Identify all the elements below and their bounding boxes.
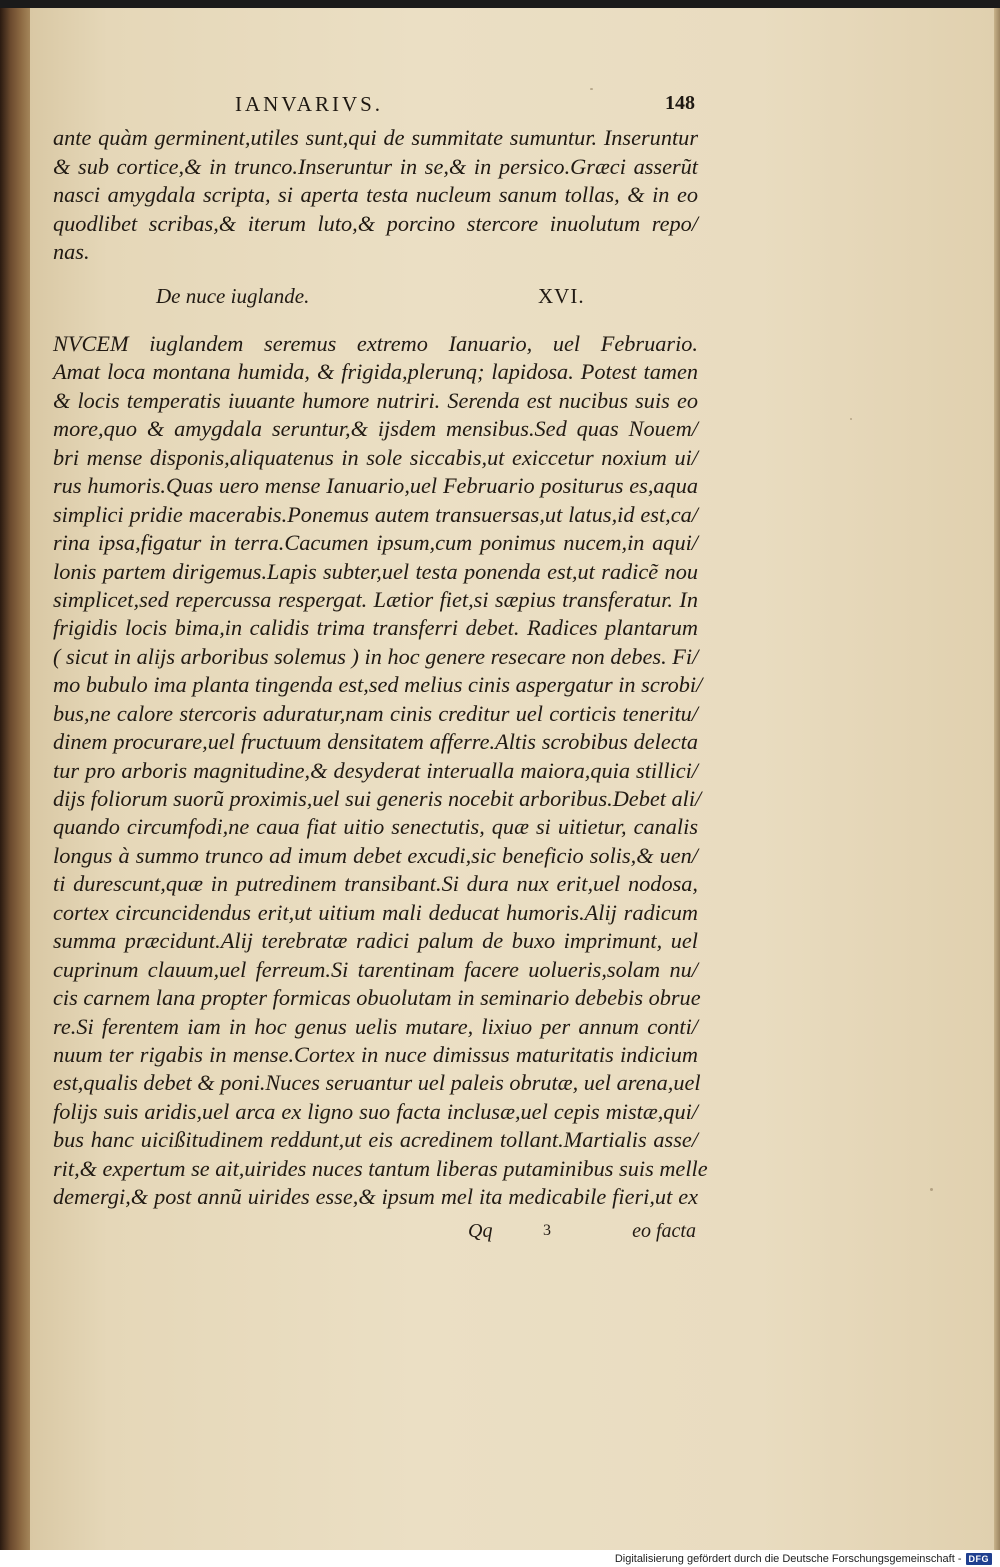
top-border — [0, 0, 1000, 8]
text-line: bri mense disponis,aliquatenus in sole siccabis,ut exiccetur noxium ui/ — [53, 444, 698, 470]
text-line: simplici pridie macerabis.Ponemus autem transuersas,ut latus,id est,ca/ — [53, 501, 698, 527]
text-line: simplicet,sed repercussa respergat. Lætior fiet,si sæpius transferatur. In — [53, 586, 698, 612]
text-line: demergi,& post annũ uirides esse,& ipsum mel ita medicabile fieri,ut ex — [53, 1184, 698, 1210]
running-head: IANVARIVS. — [235, 92, 384, 116]
text-line: nuum ter rigabis in mense.Cortex in nuce dimissus maturitatis indicium — [53, 1041, 698, 1067]
text-line: bus,ne calore stercoris aduratur,nam cinis creditur uel corticis teneritu/ — [53, 700, 698, 726]
section-title: De nuce iuglande. — [156, 284, 310, 308]
text-line: cis carnem lana propter formicas obuolutam in seminario debebis obrue — [53, 985, 701, 1011]
funding-notice — [615, 1552, 992, 1566]
text-line: mo bubulo ima planta tingenda est,sed melius cinis aspergatur in scrobi/ — [53, 672, 703, 698]
dfg-logo-icon: DFG — [966, 1553, 993, 1565]
text-line: & sub cortice,& in trunco.Inseruntur in se,& in persico.Græci asserũt — [53, 153, 698, 179]
text-line: Amat loca montana humida, & frigida,plerunq; lapidosa. Potest tamen — [53, 359, 698, 385]
page-number: 148 — [665, 92, 695, 114]
funding-notice-text: Digitalisierung gefördert durch die Deutsche Forschungsgemeinschaft - — [614, 1553, 962, 1565]
paper-speck — [930, 1188, 933, 1191]
book-binding — [0, 8, 30, 1550]
text-line: rus humoris.Quas uero mense Ianuario,uel Februario positurus es,aqua — [53, 473, 698, 499]
signature-mark: Qq — [468, 1220, 493, 1242]
section-number: XVI. — [538, 284, 585, 308]
text-line: longus à summo trunco ad imum debet excudi,sic beneficio solis,& uen/ — [53, 842, 698, 868]
paper-speck — [590, 88, 593, 90]
text-line: nas. — [53, 239, 90, 265]
text-line: dinem procurare,uel fructuum densitatem afferre.Altis scrobibus delecta — [53, 729, 698, 755]
text-line: rit,& expertum se ait,uirides nuces tantum liberas putaminibus suis melle — [53, 1155, 708, 1181]
text-line: ( sicut in alijs arboribus solemus ) in hoc genere resecare non debes. Fi/ — [53, 643, 699, 669]
page-footer — [53, 1220, 698, 1248]
paper-speck — [850, 418, 852, 420]
text-line: quodlibet scribas,& iterum luto,& porcino stercore inuolutum repo/ — [53, 210, 698, 236]
top-paragraph — [53, 124, 698, 267]
text-line: rina ipsa,figatur in terra.Cacumen ipsum,cum ponimus nucem,in aqui/ — [53, 530, 698, 556]
text-line: & locis temperatis iuuante humore nutriri. Serenda est nucibus suis eo — [53, 387, 698, 413]
catchword: eo facta — [632, 1220, 696, 1242]
text-line: cortex circuncidendus erit,ut uitium mali deducat humoris.Alij radicum — [53, 899, 698, 925]
text-line: folijs suis aridis,uel arca ex ligno suo facta inclusæ,uel cepis mistæ,qui/ — [53, 1098, 698, 1124]
text-line: bus hanc uicißitudinem reddunt,ut eis acredinem tollant.Martialis asse/ — [53, 1127, 698, 1153]
section-heading — [53, 284, 698, 312]
text-line: nasci amygdala scripta, si aperta testa nucleum sanum tollas, & in eo — [53, 182, 698, 208]
text-line: quando circumfodi,ne caua fiat uitio senectutis, quæ si uitietur, canalis — [53, 814, 698, 840]
page-header — [55, 92, 695, 120]
body-text — [53, 330, 708, 1212]
text-line: ti durescunt,quæ in putredinem transibant.Si dura nux erit,uel nodosa, — [53, 871, 698, 897]
text-line: ante quàm germinent,utiles sunt,qui de summitate sumuntur. Inseruntur — [53, 125, 698, 150]
text-line: lonis partem dirigemus.Lapis subter,uel testa ponenda est,ut radicẽ nou — [53, 558, 698, 584]
text-line: dijs foliorum suorũ proximis,uel sui generis nocebit arboribus.Debet ali/ — [53, 786, 702, 811]
text-line: tur pro arboris magnitudine,& desyderat interualla maiora,quia stillici/ — [53, 757, 698, 783]
text-line: re.Si ferentem iam in hoc genus uelis mutare, lixiuo per annum conti/ — [53, 1013, 698, 1039]
text-line: frigidis locis bima,in calidis trima transferri debet. Radices plantarum — [53, 615, 698, 641]
signature-number: 3 — [543, 1222, 551, 1239]
text-line: cuprinum clauum,uel ferreum.Si tarentinam facere uolueris,solam nu/ — [53, 956, 698, 982]
text-line: more,quo & amygdala seruntur,& ijsdem mensibus.Sed quas Nouem/ — [53, 416, 698, 442]
page-edge — [994, 8, 1000, 1550]
text-line: NVCEM iuglandem seremus extremo Ianuario, uel Februario. — [53, 331, 698, 356]
text-line: est,qualis debet & poni.Nuces seruantur uel paleis obrutæ, uel arena,uel — [53, 1070, 701, 1096]
text-line: summa præcidunt.Alij terebratæ radici palum de buxo imprimunt, uel — [53, 928, 698, 954]
